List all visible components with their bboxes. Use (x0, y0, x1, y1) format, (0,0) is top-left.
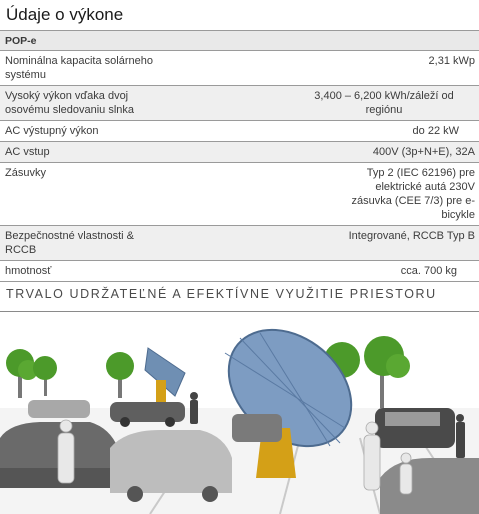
row-value: cca. 700 kg (400, 265, 457, 277)
tree-icon (106, 352, 134, 398)
row-value: 2,31 kWp (428, 55, 475, 67)
person-icon (400, 453, 412, 494)
row-value: do 22 kW (412, 125, 459, 137)
row-value: Integrované, RCCB Typ B (348, 230, 475, 242)
tree-icon (33, 356, 57, 396)
row-label: hmotnosť (5, 265, 52, 277)
table-row (0, 261, 479, 282)
model-label: POP-e (5, 35, 37, 47)
row-value: 3,400 – 6,200 kWh/záleží od regiónu (314, 90, 454, 116)
divider (0, 311, 479, 312)
car-icon (28, 400, 90, 418)
tree-icon (6, 349, 38, 398)
table-row (0, 121, 479, 142)
row-label: Nominálna kapacita solárneho systému (5, 55, 153, 81)
row-label: Vysoký výkon vďaka dvoj osovému sledovaniu slnka (5, 90, 135, 116)
row-value: Typ 2 (IEC 62196) pre elektrické autá 230V zásuvka (CEE 7/3) pre e-bicykle (351, 167, 475, 221)
car-icon (232, 414, 282, 442)
row-label: Zásuvky (5, 167, 46, 179)
parking-lot-illustration (0, 318, 479, 514)
table-row (0, 226, 479, 261)
page-title: Údaje o výkone (6, 5, 124, 24)
table-row (0, 163, 479, 226)
car-icon (375, 408, 455, 448)
specs-table (0, 30, 479, 282)
row-label: Bezpečnostné vlastnosti & RCCB (5, 230, 135, 256)
tree-icon (364, 336, 410, 408)
table-row (0, 142, 479, 163)
model-row (0, 31, 479, 51)
car-icon (380, 458, 479, 514)
row-value: 400V (3p+N+E), 32A (372, 146, 475, 158)
person-icon (190, 392, 198, 424)
table-row (0, 86, 479, 121)
solar-tracker-small (145, 348, 185, 410)
row-label: AC výstupný výkon (5, 125, 99, 137)
row-label: AC vstup (5, 146, 50, 158)
car-icon (110, 430, 232, 502)
section-heading: TRVALO UDRŽATEĽNÉ A EFEKTÍVNE VYUŽITIE PRIESTORU (6, 287, 437, 301)
table-row (0, 51, 479, 86)
